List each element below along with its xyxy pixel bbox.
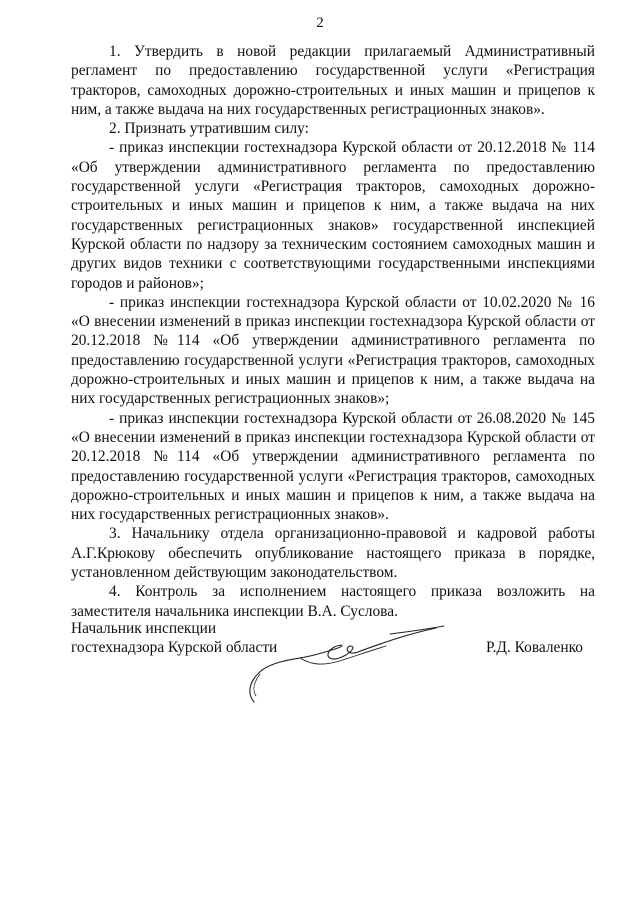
- signatory-position-line1: Начальник инспекции: [71, 620, 217, 637]
- paragraph-order-145: - приказ инспекции гостехнадзора Курской области от 26.08.2020 № 145 «О внесении изменений в приказ инспекции гостехнадзора Курской области от 20.12.2018 №114 «Об утверждении административного регламента по предоставлению государственной услуги «Регистрация тракторов, самоходных дорожно-строительных и иных машин и прицепов к ним, а также выдача на них государственных регистрационных знаков».: [71, 409, 595, 524]
- page-number: 2: [316, 15, 324, 31]
- paragraph-order-16: - приказ инспекции гостехнадзора Курской области от 10.02.2020 № 16 «О внесении изменений в приказ инспекции гостехнадзора Курской области от 20.12.2018 №114 «Об утверждении административного регламента по предоставлению государственной услуги «Регистрация тракторов, самоходных дорожно-строительных и иных машин и прицепов к ним, а также выдача на них государственных регистрационных знаков»;: [71, 293, 595, 408]
- paragraph-order-114: - приказ инспекции гостехнадзора Курской области от 20.12.2018 № 114 «Об утверждении административного регламента по предоставлению государственной услуги «Регистрация тракторов, самоходных дорожно-строительных и иных машин и прицепов к ним, а также выдача на них государственных регистрационных знаков» государственной инспекцией Курской области по надзору за техническим состоянием самоходных машин и других видов техники с соответствующими государственными инспекциями городов и районов»;: [71, 139, 595, 292]
- handwritten-signature: [240, 622, 460, 712]
- signatory-position-line2: гостехнадзора Курской области: [71, 639, 278, 656]
- paragraph-approve-regulation: 1. Утвердить в новой редакции прилагаемый Административный регламент по предоставлению государственной услуги «Регистрация тракторов, самоходных дорожно-строительных и иных машин и прицепов к ним, а также выдача на них государственных регистрационных знаков».: [71, 43, 595, 118]
- paragraph-publication: 3. Начальнику отдела организационно-правовой и кадровой работы А.Г.Крюкову обеспечить опубликование настоящего приказа в порядке, установленном действующим законодательством.: [71, 525, 595, 582]
- signatory-name: Р.Д. Коваленко: [485, 639, 583, 656]
- document-body: [71, 42, 595, 621]
- paragraph-declare-invalid: 2. Признать утратившим силу:: [109, 120, 309, 138]
- paragraph-control: 4. Контроль за исполнением настоящего приказа возложить на заместителя начальника инспекции В.А. Суслова.: [71, 583, 595, 620]
